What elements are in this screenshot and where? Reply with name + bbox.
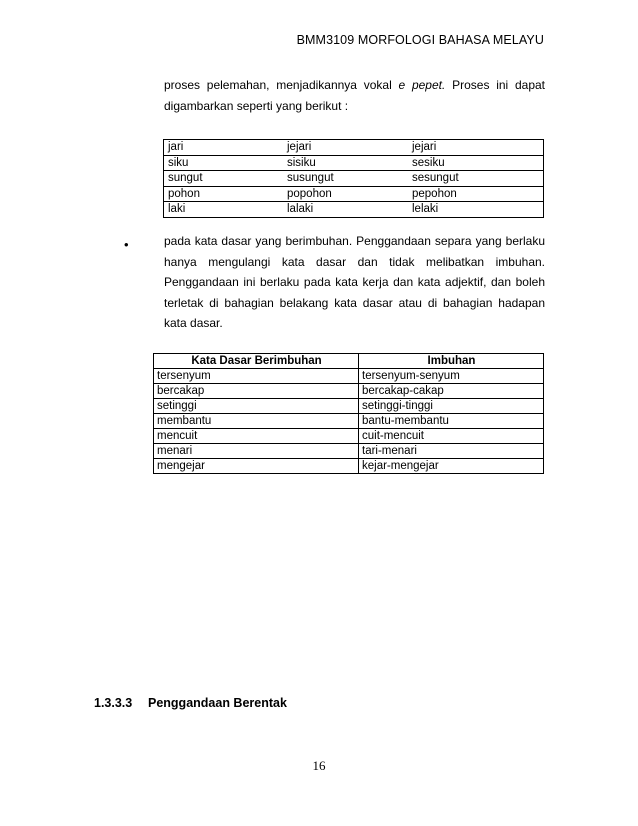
- table-row: [154, 444, 544, 459]
- table-cell: sungut: [164, 171, 284, 187]
- table-cell: menari: [154, 444, 359, 459]
- table-cell: tari-menari: [359, 444, 544, 459]
- table-header-row: [154, 354, 544, 369]
- bullet-paragraph: pada kata dasar yang berimbuhan. Penggandaan separa yang berlaku hanya mengulangi kata dasar dan tidak melibatkan imbuhan. Penggandaan ini berlaku pada kata kerja dan kata adjektif, dan boleh terletak di bahagian belakang kata dasar atau di bahagian hadapan kata dasar.: [164, 234, 545, 330]
- intro-italic-term: e pepet.: [398, 78, 446, 92]
- table-row: [164, 140, 544, 156]
- table-row: [164, 171, 544, 187]
- intro-paragraph: [164, 75, 545, 116]
- table-row: [164, 202, 544, 218]
- table-cell: laki: [164, 202, 284, 218]
- table-cell: mengejar: [154, 459, 359, 474]
- table-row: [154, 399, 544, 414]
- table-cell: sisiku: [283, 155, 408, 171]
- table-cell: bercakap: [154, 384, 359, 399]
- table-cell: cuit-mencuit: [359, 429, 544, 444]
- table-cell: pohon: [164, 186, 284, 202]
- table-cell: sesungut: [408, 171, 544, 187]
- section-title: Penggandaan Berentak: [148, 696, 287, 710]
- table-cell: jejari: [408, 140, 544, 156]
- table-cell: kejar-mengejar: [359, 459, 544, 474]
- reduplication-table: [163, 139, 544, 218]
- table-row: [154, 369, 544, 384]
- intro-text-after: Proses ini dapat digambarkan seperti yang berikut :: [164, 78, 545, 113]
- table-cell: lelaki: [408, 202, 544, 218]
- table-cell: popohon: [283, 186, 408, 202]
- page-number: 16: [312, 758, 326, 773]
- table-cell: susungut: [283, 171, 408, 187]
- column-header: Imbuhan: [359, 354, 544, 369]
- section-heading: [94, 696, 287, 710]
- column-header: Kata Dasar Berimbuhan: [154, 354, 359, 369]
- table-cell: membantu: [154, 414, 359, 429]
- table-cell: jejari: [283, 140, 408, 156]
- table-cell: setinggi: [154, 399, 359, 414]
- intro-text-before: proses pelemahan, menjadikannya vokal: [164, 78, 399, 92]
- table-row: [164, 186, 544, 202]
- table-row: [154, 414, 544, 429]
- table-cell: lalaki: [283, 202, 408, 218]
- table-cell: tersenyum-senyum: [359, 369, 544, 384]
- table-cell: bantu-membantu: [359, 414, 544, 429]
- bullet-point: •: [124, 237, 129, 252]
- table-cell: setinggi-tinggi: [359, 399, 544, 414]
- running-header: BMM3109 MORFOLOGI BAHASA MELAYU: [296, 33, 544, 47]
- section-number: 1.3.3.3: [94, 696, 133, 710]
- table-cell: jari: [164, 140, 284, 156]
- table-row: [164, 155, 544, 171]
- table-cell: tersenyum: [154, 369, 359, 384]
- table-cell: pepohon: [408, 186, 544, 202]
- table-cell: siku: [164, 155, 284, 171]
- table-row: [154, 459, 544, 474]
- affixed-reduplication-table: [153, 353, 544, 474]
- table-cell: bercakap-cakap: [359, 384, 544, 399]
- table-row: [154, 429, 544, 444]
- table-cell: mencuit: [154, 429, 359, 444]
- table-cell: sesiku: [408, 155, 544, 171]
- table-row: [154, 384, 544, 399]
